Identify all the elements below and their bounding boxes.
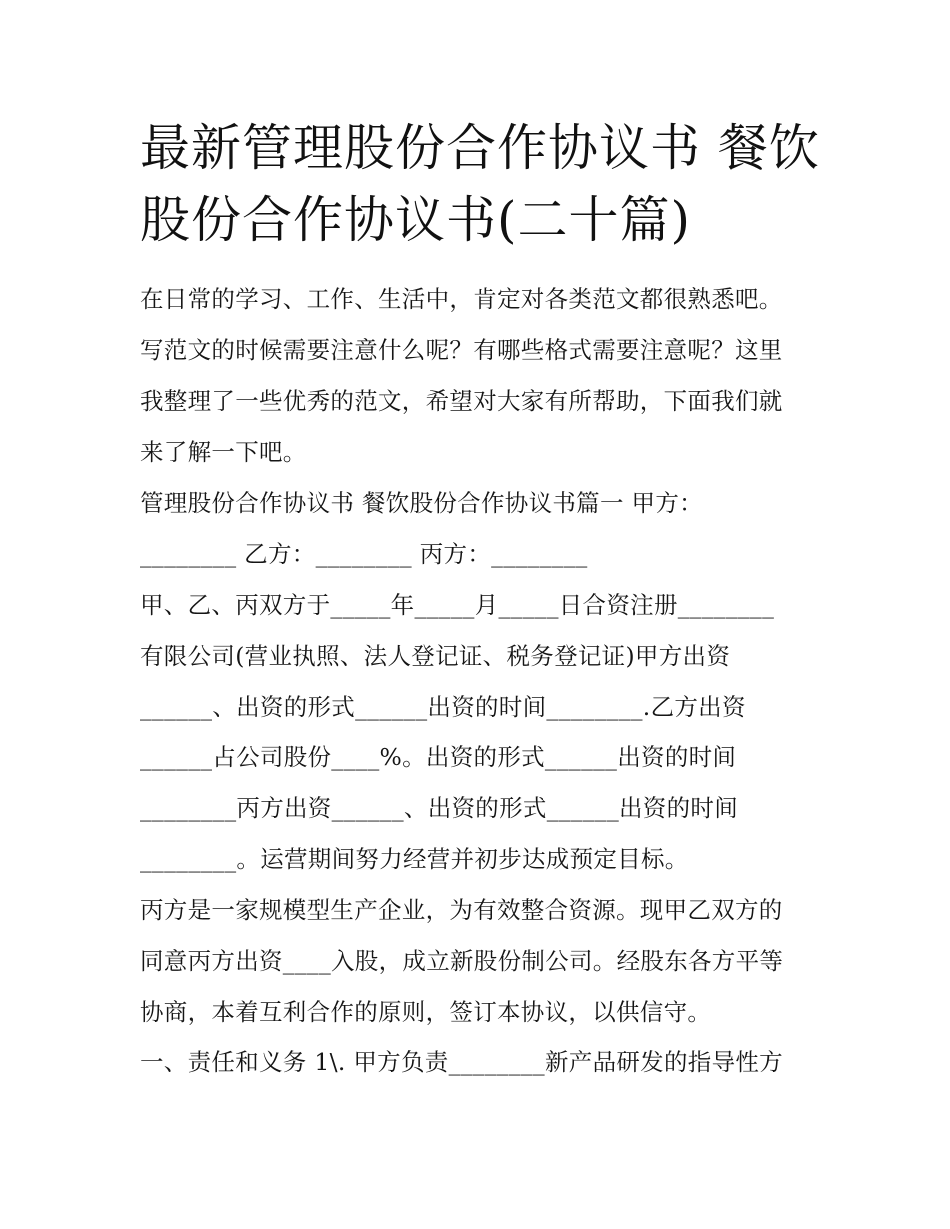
- body-line-16: 一、责任和义务 1\. 甲方负责________新产品研发的指导性方: [140, 1048, 783, 1076]
- body-line-10: ______占公司股份____%。出资的形式______出资的时间: [140, 743, 737, 771]
- body-line-2: 写范文的时候需要注意什么呢？有哪些格式需要注意呢？这里: [140, 336, 783, 364]
- body-line-14: 同意丙方出资____入股，成立新股份制公司。经股东各方平等: [140, 947, 784, 975]
- body-line-6: ________ 乙方：________ 丙方：________: [140, 540, 588, 568]
- document-title: [140, 112, 820, 256]
- body-line-3: 我整理了一些优秀的范文，希望对大家有所帮助，下面我们就: [140, 387, 783, 415]
- body-line-15: 协商，本着互利合作的原则，签订本协议，以供信守。: [140, 998, 712, 1026]
- body-line-11: ________丙方出资______、出资的形式______出资的时间: [140, 794, 738, 822]
- body-line-5: 管理股份合作协议书 餐饮股份合作协议书篇一 甲方：: [140, 489, 703, 517]
- body-line-1: 在日常的学习、工作、生活中，肯定对各类范文都很熟悉吧。: [140, 285, 783, 313]
- body-line-8: 有限公司(营业执照、法人登记证、税务登记证)甲方出资: [140, 642, 731, 670]
- title-line-1: 最新管理股份合作协议书 餐饮: [140, 119, 820, 177]
- body-line-13: 丙方是一家规模型生产企业，为有效整合资源。现甲乙双方的: [140, 896, 783, 924]
- body-line-4: 来了解一下吧。: [140, 438, 307, 466]
- body-line-7: 甲、乙、丙双方于_____年_____月_____日合资注册________: [140, 591, 775, 619]
- body-line-9: ______、出资的形式______出资的时间________.乙方出资: [140, 693, 746, 721]
- body-line-12: ________。运营期间努力经营并初步达成预定目标。: [140, 845, 689, 873]
- title-line-2: 股份合作协议书(二十篇): [140, 191, 692, 249]
